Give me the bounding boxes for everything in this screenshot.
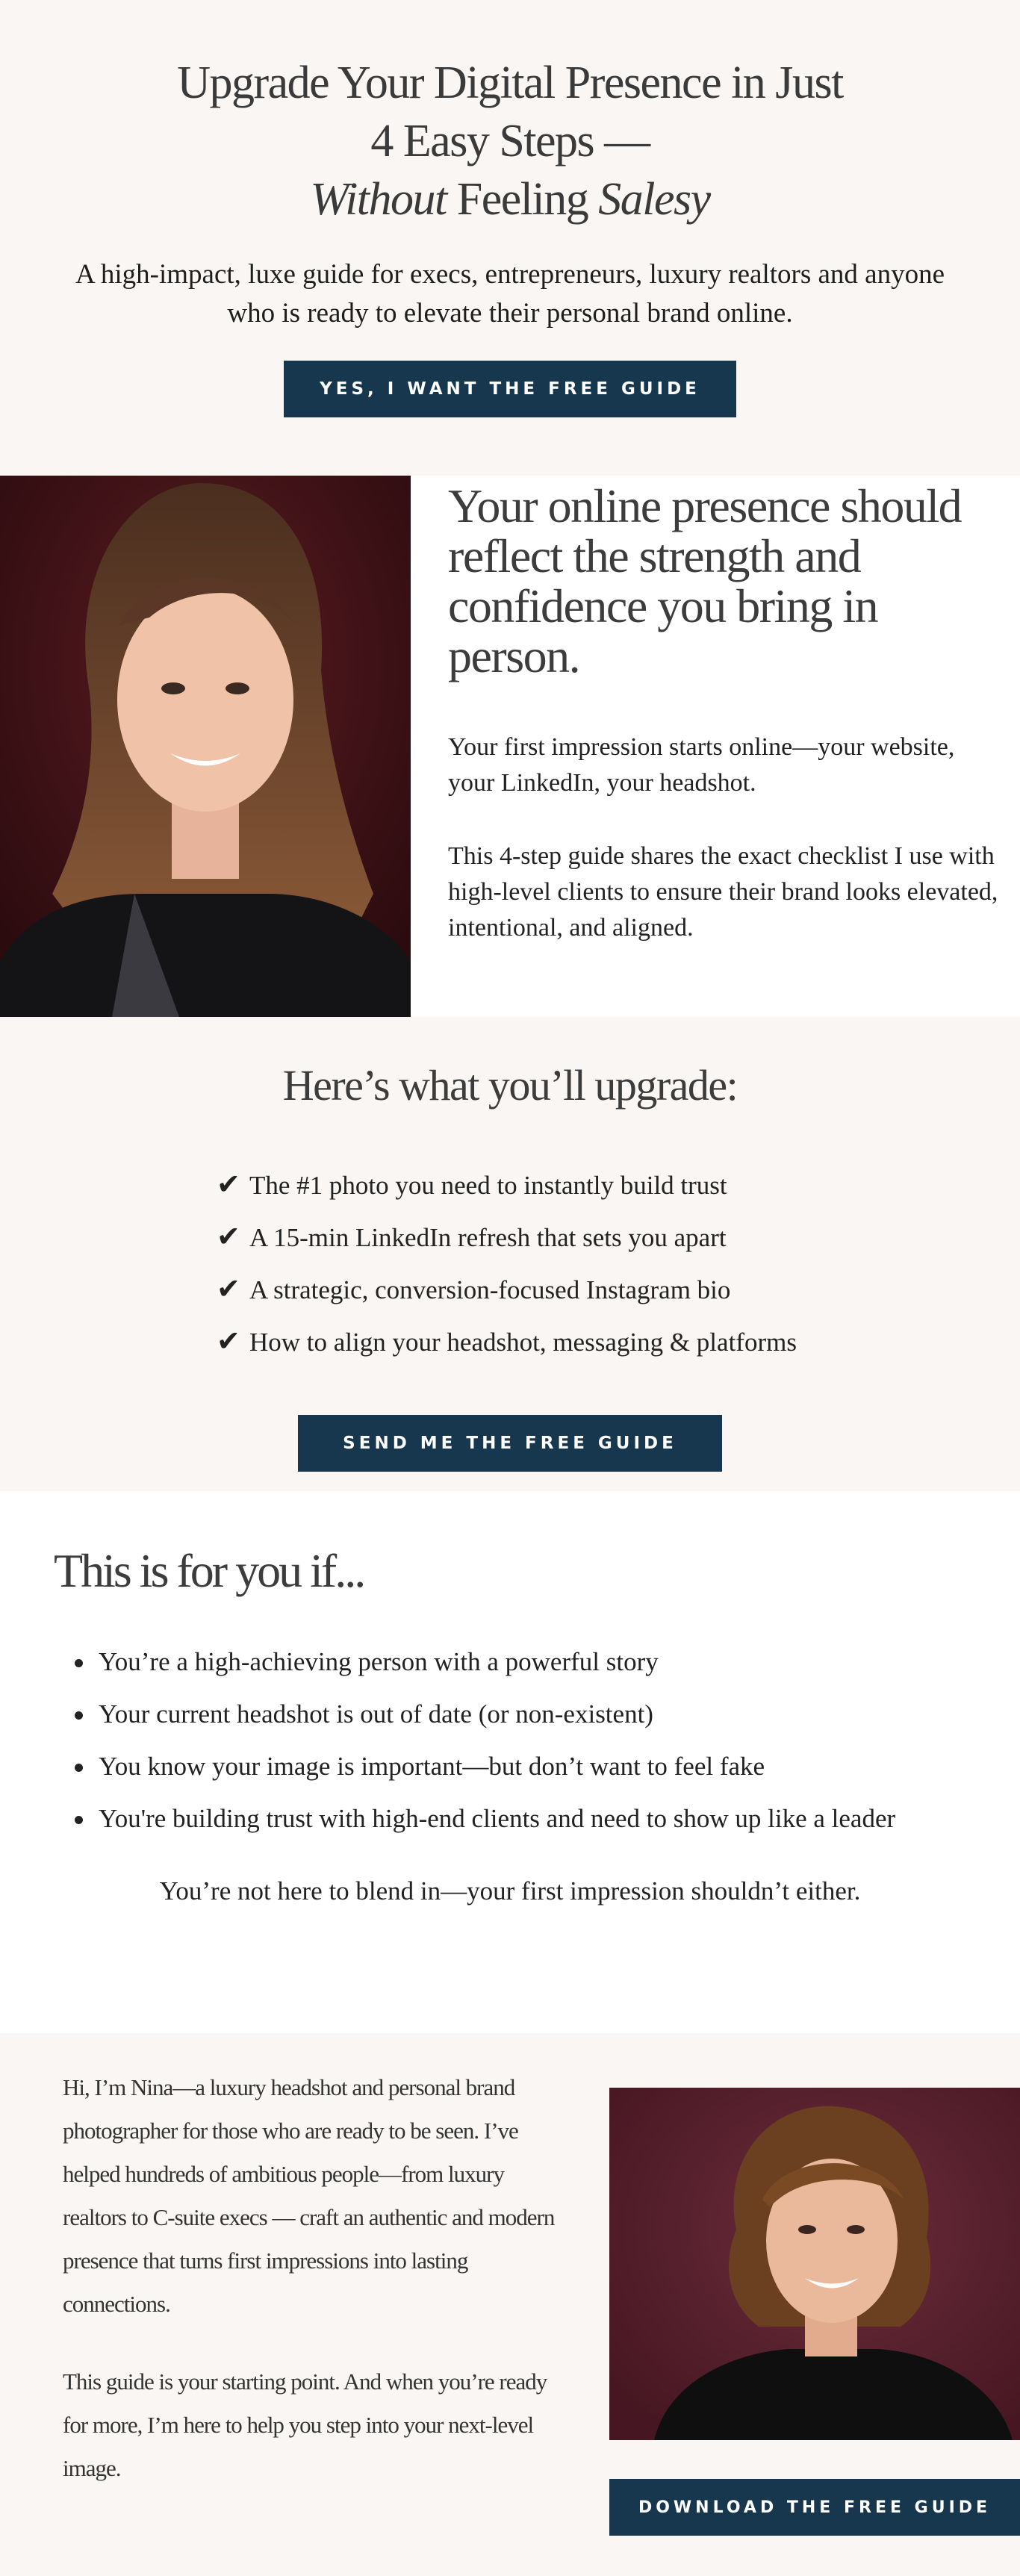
for-you-list — [54, 1636, 895, 1845]
upgrade-list — [217, 1159, 797, 1368]
intro-section — [0, 476, 1020, 1017]
hero-title: Upgrade Your Digital Presence in Just 4 Easy Steps — Without Feeling Salesy — [177, 57, 843, 225]
hero-section — [0, 0, 1020, 476]
upgrade-item: ✔ A strategic, conversion-focused Instagram bio — [217, 1263, 797, 1316]
checkmark-icon: ✔ — [217, 1272, 240, 1305]
checkmark-icon: ✔ — [217, 1325, 240, 1357]
headshot-photo-woman — [0, 476, 411, 1017]
intro-paragraph-1: Your first impression starts online—your website, your LinkedIn, your headshot. — [448, 733, 955, 797]
hero-subtitle: A high-impact, luxe guide for execs, entrepreneurs, luxury realtors and anyone who is ready to elevate their personal brand online. — [75, 259, 945, 329]
bullet-icon — [75, 1816, 83, 1824]
upgrade-section — [0, 1017, 1020, 1491]
upgrade-item: ✔ The #1 photo you need to instantly build trust — [217, 1159, 797, 1211]
bullet-icon — [75, 1659, 83, 1667]
intro-heading: Your online presence should reflect the strength and confidence you bring in person. — [448, 479, 962, 682]
bullet-icon — [75, 1764, 83, 1772]
list-item: You know your image is important—but don’t want to feel fake — [54, 1740, 895, 1793]
bullet-icon — [75, 1711, 83, 1720]
list-item: You're building trust with high-end clients and need to show up like a leader — [54, 1793, 895, 1845]
about-paragraph-1: Hi, I’m Nina—a luxury headshot and personal brand photographer for those who are ready to be seen. I’ve helped hundreds of ambitious people—from luxury realtors to C-suite execs — craft an authentic and modern presence that turns first impressions into lasting connections. — [63, 2074, 555, 2317]
photographer-photo — [609, 2088, 1020, 2440]
for-you-heading: This is for you if... — [54, 1544, 364, 1597]
checkmark-icon: ✔ — [217, 1168, 240, 1201]
hero-cta-button[interactable]: YES, I WANT THE FREE GUIDE — [284, 361, 736, 417]
list-item: Your current headshot is out of date (or non-existent) — [54, 1688, 895, 1740]
for-you-section — [0, 1491, 1020, 2033]
about-section — [0, 2033, 1020, 2576]
intro-paragraph-2: This 4-step guide shares the exact checklist I use with high-level clients to ensure their brand looks elevated, intentional, and aligned. — [448, 842, 998, 942]
about-paragraph-2: This guide is your starting point. And when you’re ready for more, I’m here to help you step into your next-level image. — [63, 2368, 547, 2481]
upgrade-heading: Here’s what you’ll upgrade: — [282, 1061, 738, 1110]
closing-statement: You’re not here to blend in—your first impression shouldn’t either. — [159, 1876, 861, 1905]
upgrade-item: ✔ How to align your headshot, messaging & platforms — [217, 1316, 797, 1368]
checkmark-icon: ✔ — [217, 1220, 240, 1253]
download-guide-button[interactable]: DOWNLOAD THE FREE GUIDE — [609, 2479, 1020, 2536]
list-item: You’re a high-achieving person with a powerful story — [54, 1636, 895, 1688]
send-guide-button[interactable]: SEND ME THE FREE GUIDE — [298, 1415, 722, 1472]
upgrade-item: ✔ A 15-min LinkedIn refresh that sets you apart — [217, 1211, 797, 1263]
